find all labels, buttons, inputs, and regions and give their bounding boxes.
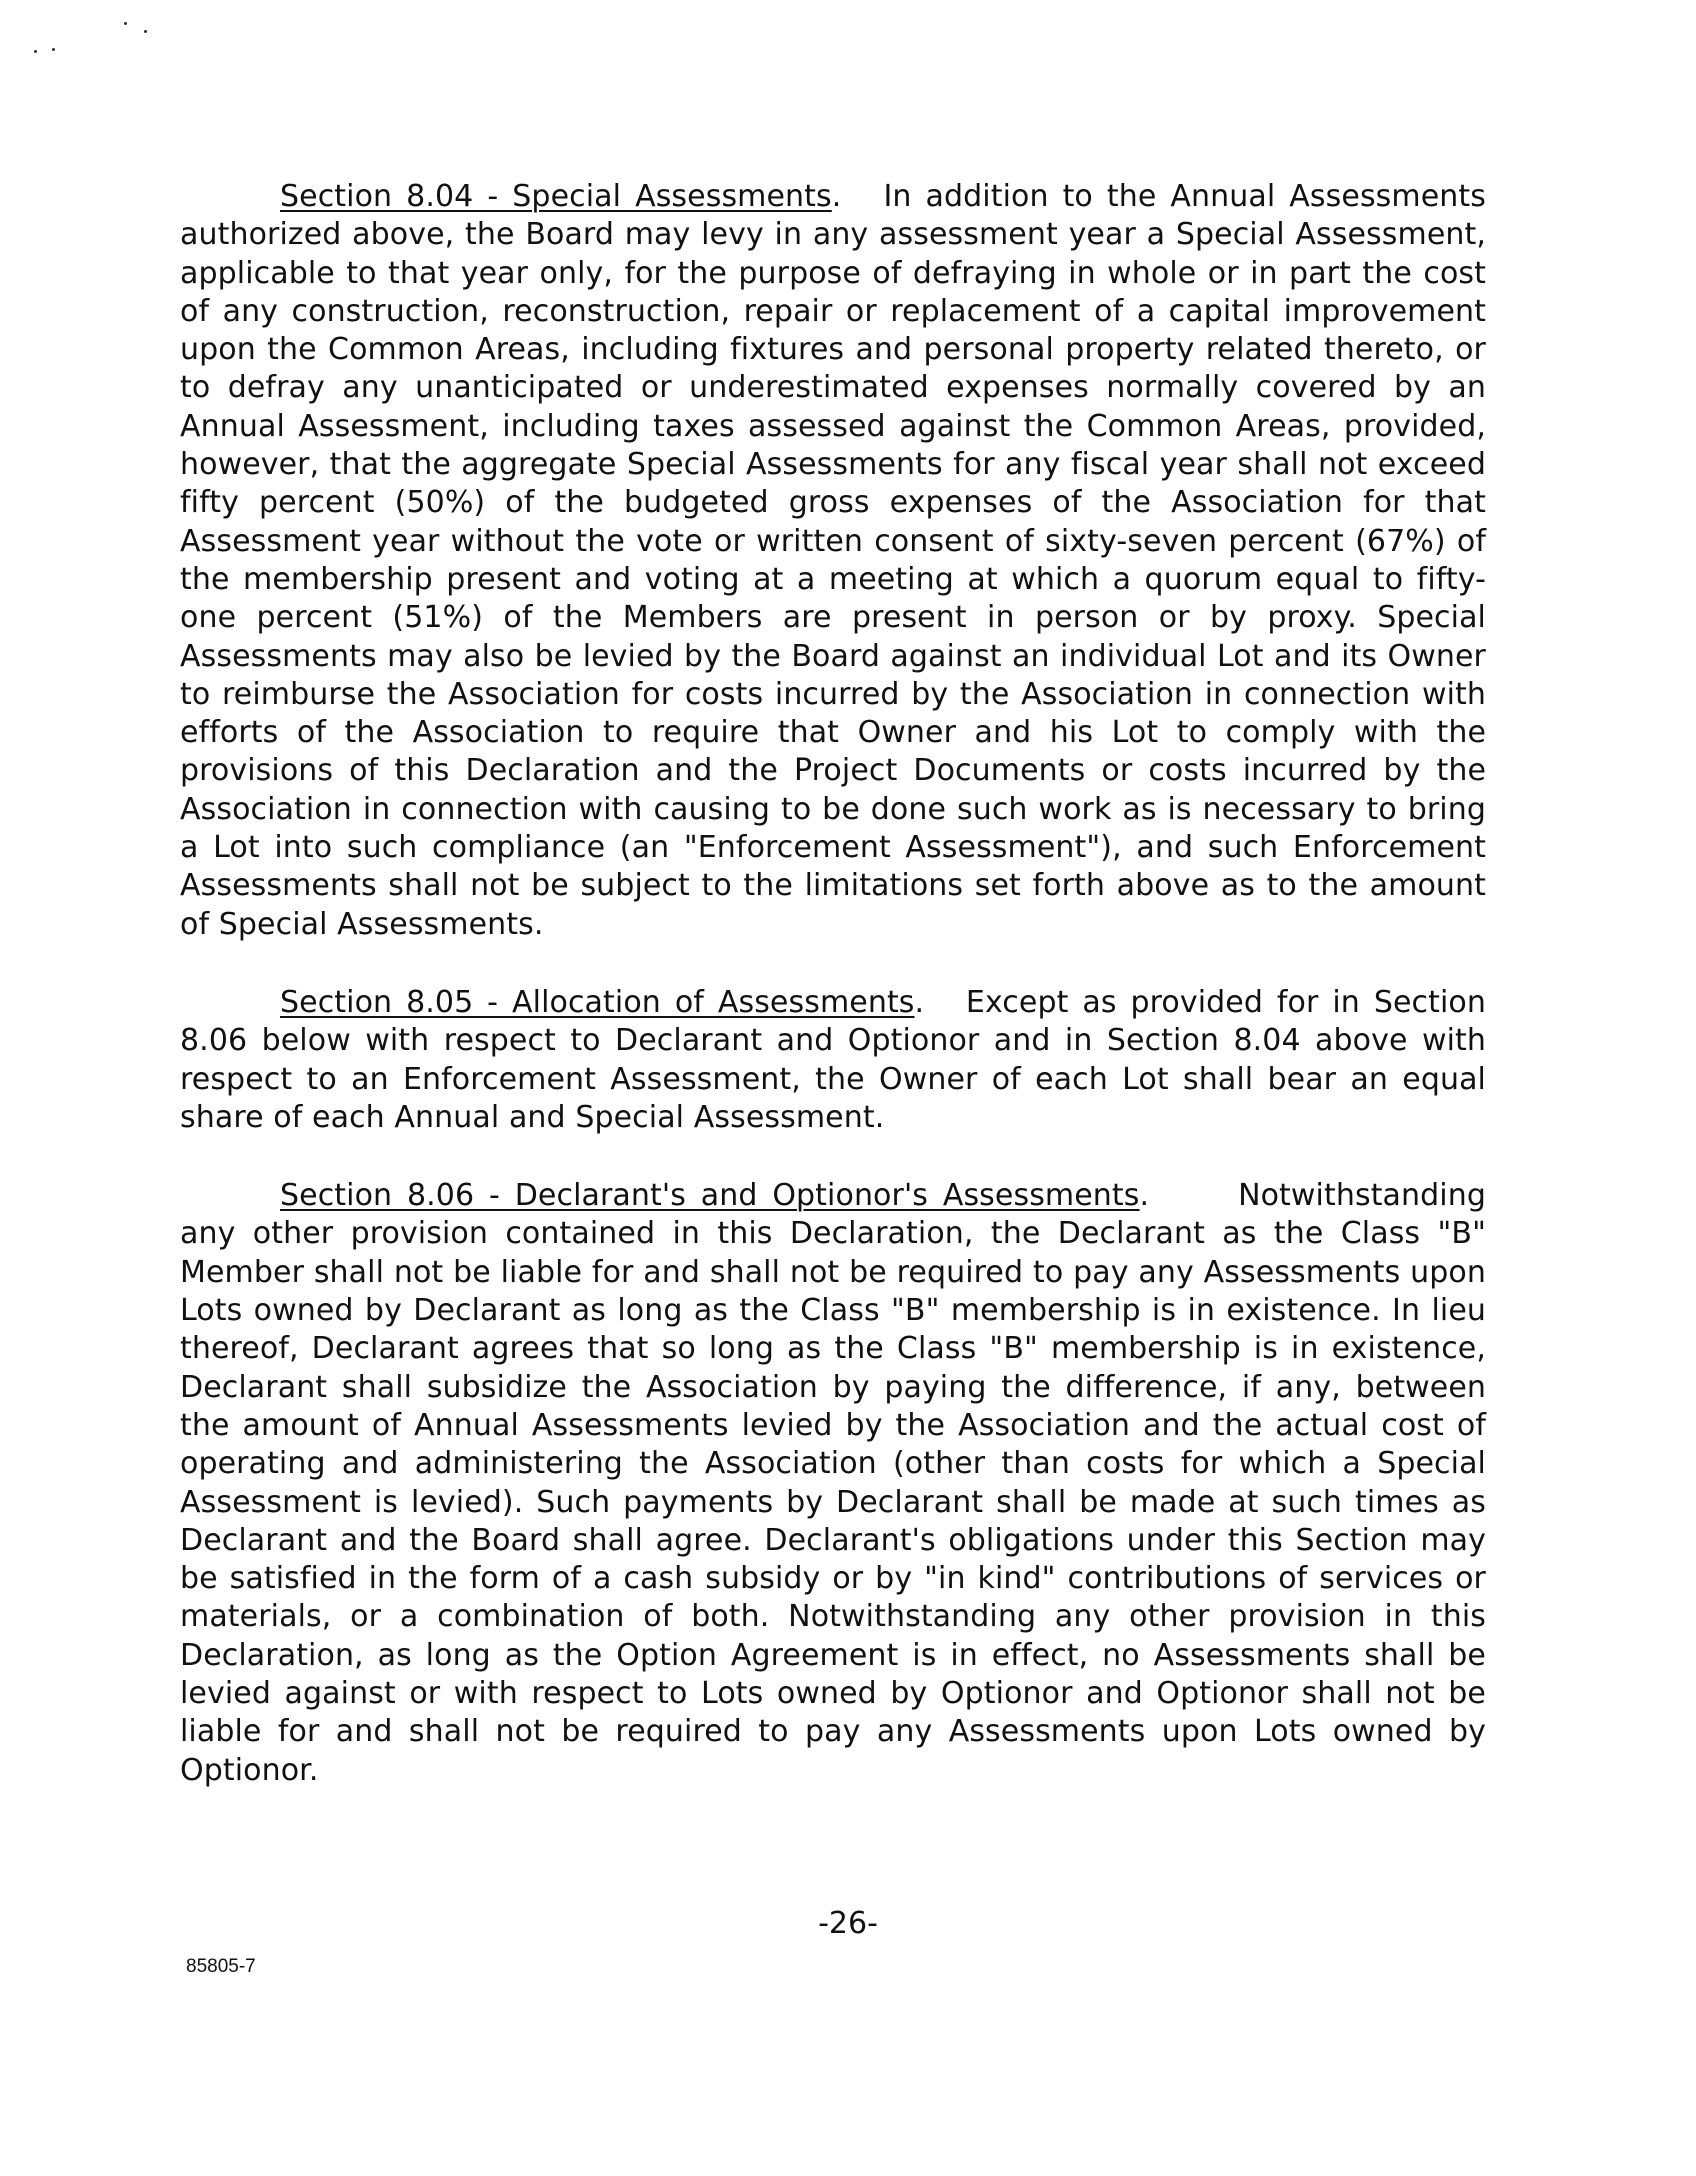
scan-speck: [144, 30, 147, 33]
section-8-05-heading-period: .: [914, 984, 925, 1020]
document-id: 85805-7: [186, 1956, 256, 1977]
section-8-04-heading-period: .: [831, 179, 842, 214]
section-8-06-heading-period: .: [1139, 1178, 1150, 1214]
section-8-05-heading: Section 8.05 - Allocation of Assessments: [280, 984, 915, 1020]
section-8-04-paragraph: [180, 178, 1486, 944]
section-8-05-body: Except as provided for in Section 8.06 below with respect to Declarant and Optionor and in Section 8.04 above with respect to an Enforcement Assessment, the Owner of each Lot shall bear an equal share of each Annual and Special Assessment.: [180, 984, 1486, 1135]
scan-speck: [124, 22, 127, 25]
scan-speck: [52, 48, 55, 51]
scan-speck: [34, 50, 37, 53]
section-8-05-paragraph: [180, 984, 1486, 1137]
section-8-06-heading: Section 8.06 - Declarant's and Optionor's Assessments: [280, 1178, 1140, 1214]
page-number: -26-: [818, 1906, 878, 1941]
section-8-06-paragraph: [180, 1177, 1486, 1790]
document-body: [180, 178, 1486, 1790]
section-8-04-body: In addition to the Annual Assessments authorized above, the Board may levy in any assessment year a Special Assessment, applicable to that year only, for the purpose of defraying in whole or in part the cost of any construction, reconstruction, repair or replacement of a capital improvement upon the Common Areas, including fixtures and personal property related thereto, or to defray any unanticipated or underestimated expenses normally covered by an Annual Assessment, including taxes assessed against the Common Areas, provided, however, that the aggregate Special Assessments for any fiscal year shall not exceed fifty percent (50%) of the budgeted gross expenses of the Association for that Assessment year without the vote or written consent of sixty-seven percent (67%) of the membership present and voting at a meeting at which a quorum equal to fifty-one percent (51%) of the Members are present in person or by proxy. Special Assessments may also be levied by the Board against an individual Lot and its Owner to reimburse the Association for costs incurred by the Association in connection with efforts of the Association to require that Owner and his Lot to comply with the provisions of this Declaration and the Project Documents or costs incurred by the Association in connection with causing to be done such work as is necessary to bring a Lot into such compliance (an "Enforcement Assessment"), and such Enforcement Assessments shall not be subject to the limitations set forth above as to the amount of Special Assessments.: [180, 179, 1486, 942]
section-8-04-heading: Section 8.04 - Special Assessments: [280, 179, 832, 214]
section-8-06-body: Notwithstanding any other provision contained in this Declaration, the Declarant as the Class "B" Member shall not be liable for and shall not be required to pay any Assessments upon Lots owned by Declarant as long as the Class "B" membership is in existence. In lieu thereof, Declarant agrees that so long as the Class "B" membership is in existence, Declarant shall subsidize the Association by paying the difference, if any, between the amount of Annual Assessments levied by the Association and the actual cost of operating and administering the Association (other than costs for which a Special Assessment is levied). Such payments by Declarant shall be made at such times as Declarant and the Board shall agree. Declarant's obligations under this Section may be satisfied in the form of a cash subsidy or by "in kind" contributions of services or materials, or a combination of both. Notwithstanding any other provision in this Declaration, as long as the Option Agreement is in effect, no Assessments shall be levied against or with respect to Lots owned by Optionor and Optionor shall not be liable for and shall not be required to pay any Assessments upon Lots owned by Optionor.: [180, 1178, 1486, 1788]
